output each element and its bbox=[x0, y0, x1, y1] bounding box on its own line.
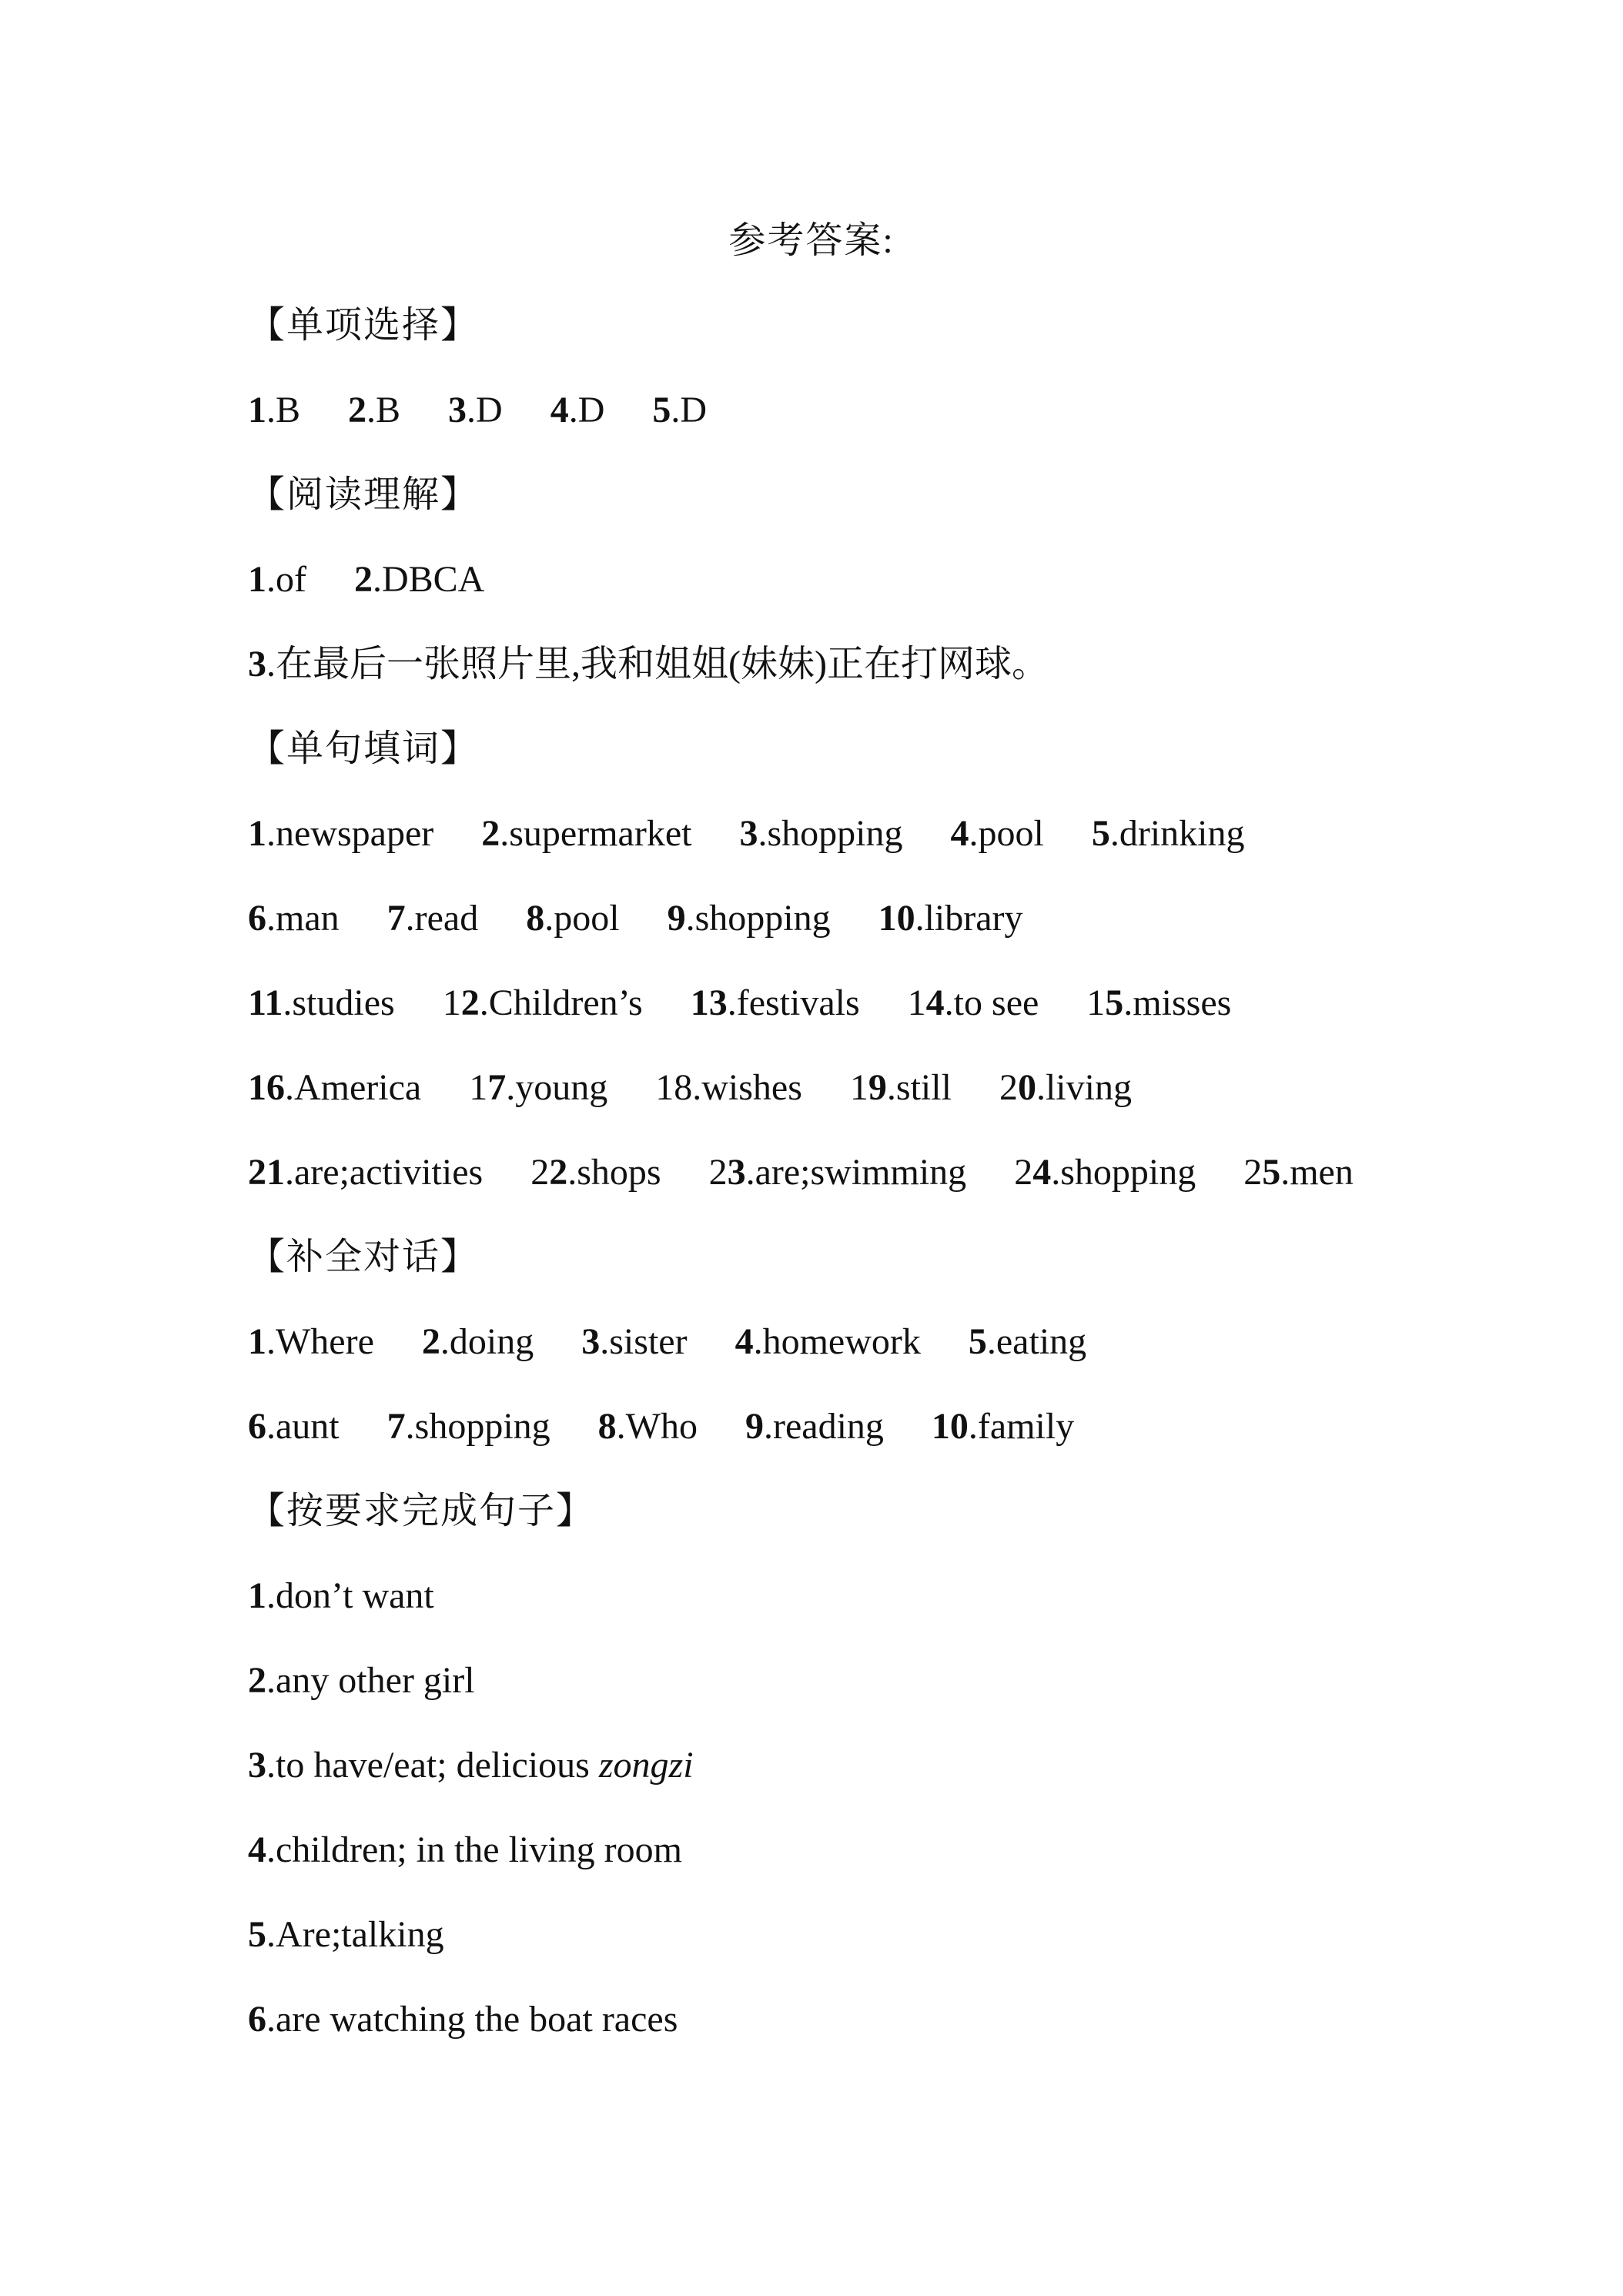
answer-item: 3.shopping bbox=[739, 813, 903, 854]
answer-row-single-choice bbox=[248, 383, 707, 437]
answer-row-fill-words bbox=[248, 976, 1231, 1030]
page-title: 参考答案: bbox=[728, 220, 895, 261]
answer-item: 3.在最后一张照片里,我和姐姐(妹妹)正在打网球。 bbox=[248, 644, 1049, 684]
answer-item: 3.sister bbox=[581, 1321, 688, 1362]
answer-item: 19.still bbox=[849, 1067, 952, 1108]
answer-row-dialogue bbox=[248, 1315, 1086, 1369]
answer-item: 9.reading bbox=[745, 1406, 884, 1447]
answer-item: 5.eating bbox=[968, 1321, 1087, 1362]
answer-item: 6.man bbox=[248, 898, 340, 939]
answer-item: 7.shopping bbox=[387, 1406, 550, 1447]
answer-row-fill-words bbox=[248, 807, 1245, 861]
section-heading-single-choice: 【单项选择】 bbox=[248, 305, 480, 346]
answer-item: 22.shops bbox=[530, 1152, 661, 1193]
answer-item: 1.B bbox=[248, 390, 301, 430]
answer-row-dialogue bbox=[248, 1400, 1074, 1454]
answer-item: 11.studies bbox=[248, 982, 395, 1023]
answer-item: 17.young bbox=[469, 1067, 608, 1108]
section-heading-fill-words: 【单句填词】 bbox=[248, 728, 480, 769]
section-heading-dialogue: 【补全对话】 bbox=[248, 1237, 480, 1277]
answer-item: 3.D bbox=[448, 390, 503, 430]
answer-item: 5.D bbox=[652, 390, 708, 430]
answer-item: 18.wishes bbox=[655, 1067, 802, 1108]
answer-item: 8.Who bbox=[597, 1406, 698, 1447]
answer-item: 10.family bbox=[931, 1406, 1075, 1447]
answer-item: 23.are;swimming bbox=[708, 1152, 967, 1193]
answer-row-reading-translation bbox=[248, 638, 1049, 691]
answer-item: 9.shopping bbox=[667, 898, 831, 939]
answer-item: 5.drinking bbox=[1091, 813, 1245, 854]
answer-line: 4.children; in the living room bbox=[248, 1829, 682, 1870]
answer-item: 2.doing bbox=[421, 1321, 534, 1362]
answer-row-fill-words bbox=[248, 1146, 1354, 1200]
answer-item: 16.America bbox=[248, 1067, 422, 1108]
answer-item: 2.supermarket bbox=[481, 813, 692, 854]
answer-item: 21.are;activities bbox=[248, 1152, 484, 1193]
answer-row-fill-words bbox=[248, 1061, 1132, 1115]
answer-item: 2.B bbox=[348, 390, 401, 430]
answer-item: 10.library bbox=[878, 898, 1023, 939]
answer-item: 1.of bbox=[248, 559, 306, 600]
answer-line: 5.Are;talking bbox=[248, 1914, 444, 1955]
answer-item: 12.Children’s bbox=[442, 982, 643, 1023]
section-heading-reading: 【阅读理解】 bbox=[248, 474, 480, 515]
answer-item: 8.pool bbox=[526, 898, 620, 939]
answer-item: 7.read bbox=[387, 898, 479, 939]
answer-line: 3.to have/eat; delicious zongzi bbox=[248, 1745, 694, 1786]
answer-line: 1.don’t want bbox=[248, 1575, 434, 1616]
answer-item: 15.misses bbox=[1086, 982, 1232, 1023]
answer-item: 4.pool bbox=[950, 813, 1044, 854]
answer-item: 4.D bbox=[550, 390, 605, 430]
answer-item: 24.shopping bbox=[1014, 1152, 1196, 1193]
section-heading-complete-sentences: 【按要求完成句子】 bbox=[248, 1491, 595, 1531]
answer-item: 25.men bbox=[1243, 1152, 1354, 1193]
answer-item: 13.festivals bbox=[690, 982, 860, 1023]
answer-item: 14.to see bbox=[907, 982, 1039, 1023]
answer-item: 4.homework bbox=[735, 1321, 921, 1362]
answer-item: 1.newspaper bbox=[248, 813, 434, 854]
answer-item: 1.Where bbox=[248, 1321, 374, 1362]
answer-line: 2.any other girl bbox=[248, 1660, 475, 1701]
answer-item: 6.aunt bbox=[248, 1406, 340, 1447]
answer-row-fill-words bbox=[248, 892, 1023, 946]
answer-item: 20.living bbox=[999, 1067, 1132, 1108]
answer-item: 2.DBCA bbox=[353, 559, 485, 600]
answer-row-reading bbox=[248, 553, 484, 607]
answer-line: 6.are watching the boat races bbox=[248, 1999, 678, 2040]
